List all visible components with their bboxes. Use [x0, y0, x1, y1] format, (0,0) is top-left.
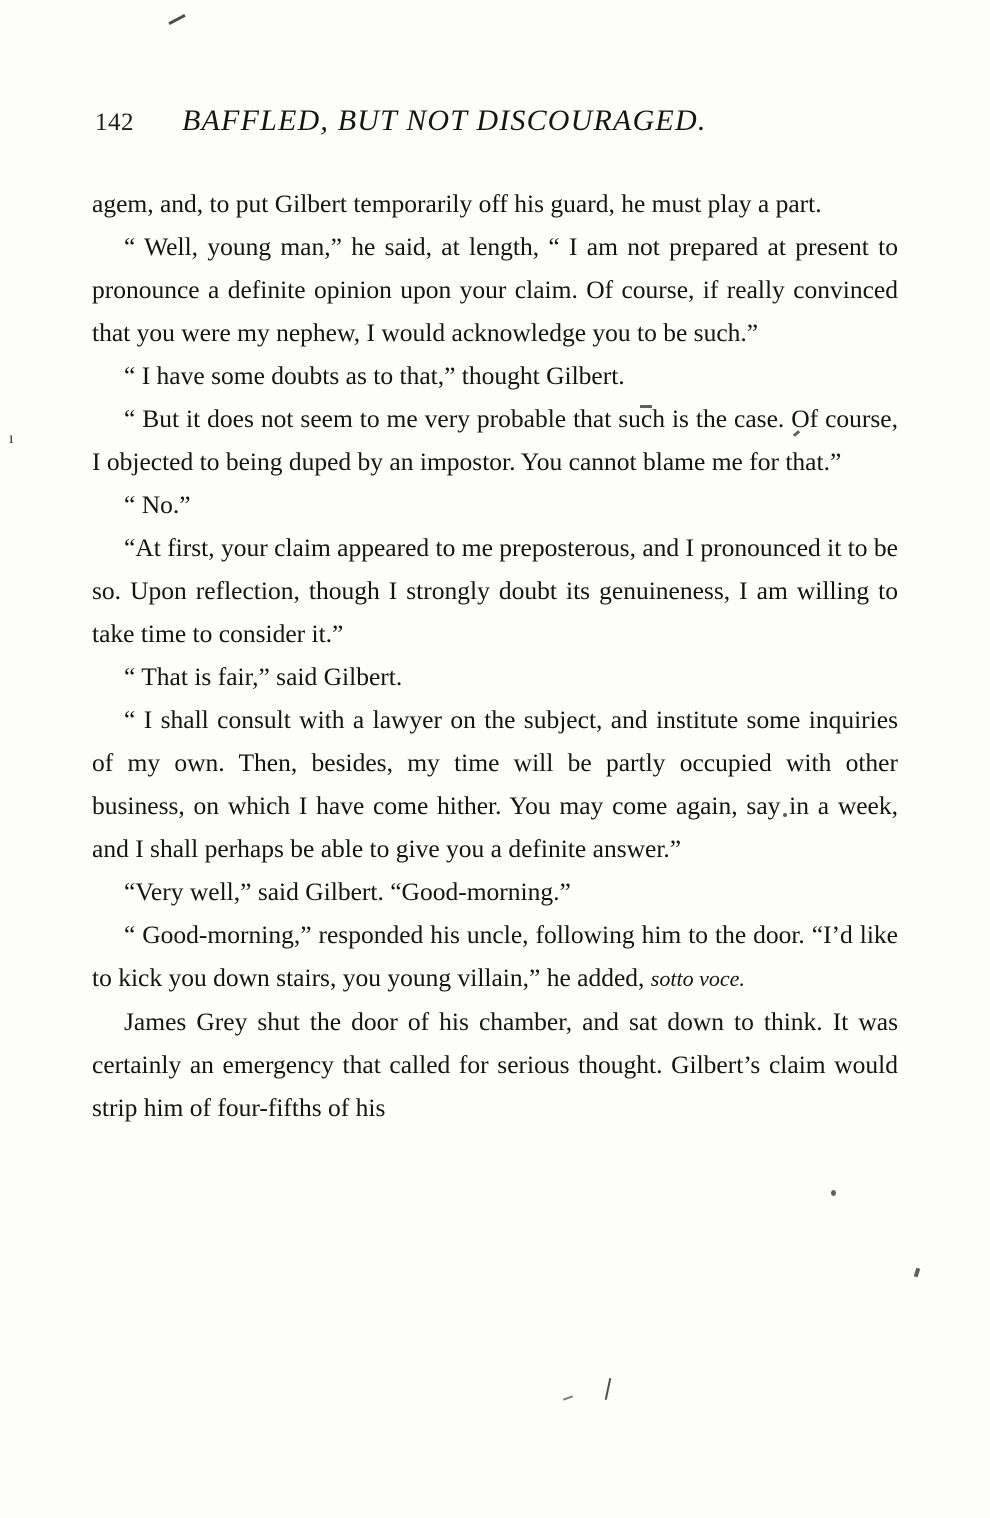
speck-4 — [831, 1190, 836, 1196]
paragraph: “ No.” — [124, 490, 191, 519]
running-title: BAFFLED, BUT NOT DISCOURAGED. — [182, 104, 707, 137]
page-header — [95, 104, 895, 138]
paragraph: “ Well, young man,” he said, at length, “ I am not prepared at present to pronounce a definite opinion upon your claim. Of course, if really convinced that you were my nephew, I would acknowledge you to be such.” — [92, 232, 898, 347]
paragraph-text: “ Good-morning,” responded his uncle, following him to the door. “I’d like to kick you down stairs, you young villain,” he added, — [92, 920, 898, 992]
paragraph: “ I shall consult with a lawyer on the subject, and institute some inquiries of my own. Then, besides, my time will be partly occupied with other business, on which I have come hither. You may come again, say in a week, and I shall perhaps be able to give you a definite answer.” — [92, 705, 898, 863]
paragraph: “At first, your claim appeared to me preposterous, and I pronounced it to be so. Upon reflection, though I strongly doubt its genuineness, I am willing to take time to consider it.” — [92, 533, 898, 648]
paragraph: James Grey shut the door of his chamber, and sat down to think. It was certainly an emergency that called for serious thought. Gilbert’s claim would strip him of four-fifths of his — [92, 1007, 898, 1122]
scan-mark-top-left-icon — [168, 14, 185, 25]
scan-mark-left-margin-icon: ı — [9, 430, 14, 447]
paragraph: “ But it does not seem to me very probable that such is the case. Of course, I objected to being duped by an impostor. You cannot blame me for that.” — [92, 404, 898, 476]
speck-5 — [914, 1268, 921, 1278]
scan-mark-bottom-icon — [605, 1378, 612, 1400]
page-number: 142 — [95, 109, 134, 136]
paragraph: “ That is fair,” said Gilbert. — [124, 662, 403, 691]
italic-phrase: sotto voce. — [650, 966, 745, 991]
paragraph-with-italic — [92, 913, 898, 1000]
scan-mark-bottom-secondary-icon — [563, 1395, 573, 1400]
paragraph: “Very well,” said Gilbert. “Good-morning.” — [124, 877, 571, 906]
paragraph: agem, and, to put Gilbert temporarily off his guard, he must play a part. — [92, 189, 822, 218]
body-text — [92, 182, 898, 1129]
paragraph: “ I have some doubts as to that,” thought Gilbert. — [124, 361, 625, 390]
